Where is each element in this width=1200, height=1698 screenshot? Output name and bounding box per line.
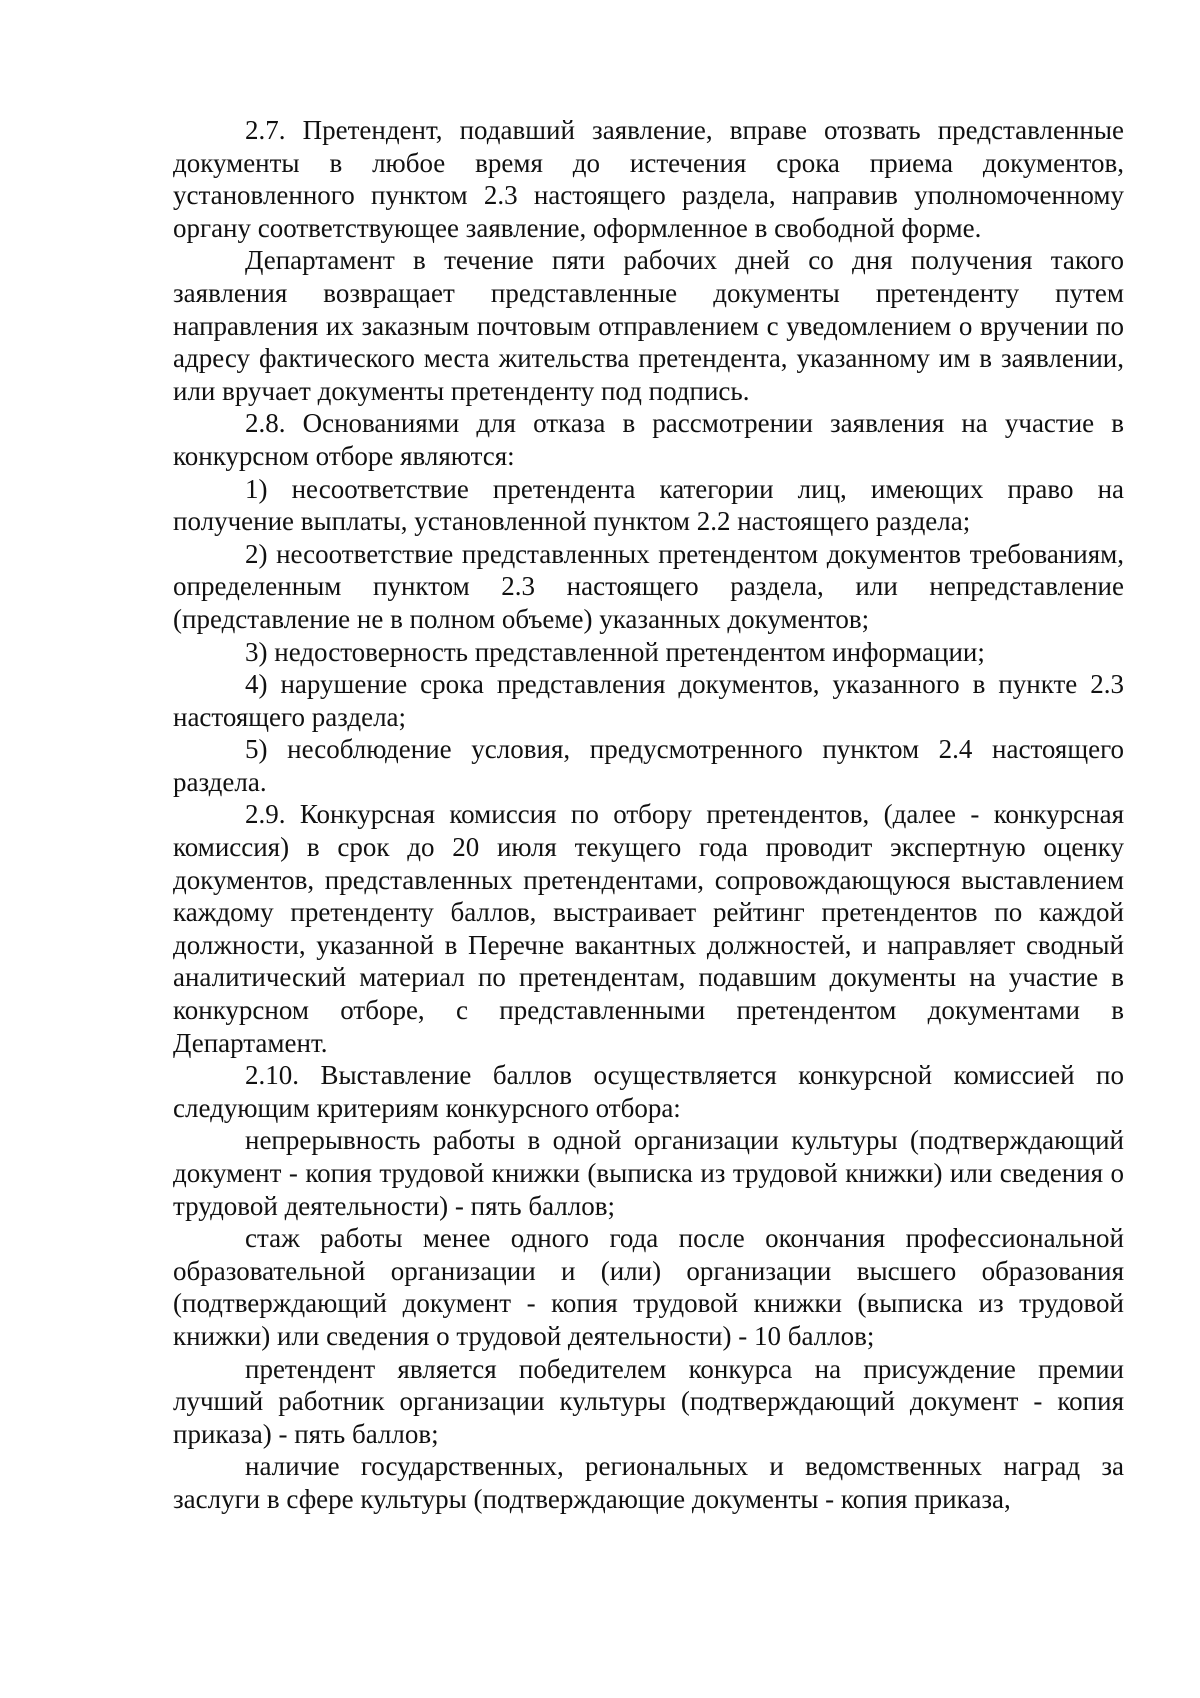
list-item-2-8-3: 3) недостоверность представленной претендентом информации;: [245, 636, 985, 667]
list-item-2-8-1: 1) несоответствие претендента категории лиц, имеющих право на получение выплаты, установленной пунктом 2.2 настоящего раздела;: [173, 473, 1124, 537]
paragraph-2-8: 2.8. Основаниями для отказа в рассмотрении заявления на участие в конкурсном отборе являются:: [173, 408, 1124, 471]
paragraph-2-7: 2.7. Претендент, подавший заявление, вправе отозвать представленные документы в любое время до истечения срока приема документов, установленного пунктом 2.3 настоящего раздела, направив уполномоченному органу соответствующее заявление, оформленное в свободной форме.: [173, 115, 1124, 243]
paragraph-2-10: 2.10. Выставление баллов осуществляется конкурсной комиссией по следующим критериям конкурсного отбора:: [173, 1060, 1124, 1123]
criterion-experience: стаж работы менее одного года после окончания профессиональной образовательной организации и (или) организации высшего образования (подтверждающий документ - копия трудовой книжки (выписка из трудовой книжки) или сведения о трудовой деятельности) - 10 баллов;: [173, 1223, 1124, 1351]
criterion-contest-winner: претендент является победителем конкурса на присуждение премии лучший работник организации культуры (подтверждающий документ - копия приказа) - пять баллов;: [173, 1353, 1124, 1449]
criterion-awards: наличие государственных, региональных и ведомственных наград за заслуги в сфере культуры (подтверждающие документы - копия приказа,: [173, 1451, 1124, 1514]
paragraph-department-return: Департамент в течение пяти рабочих дней со дня получения такого заявления возвращает представленные документы претенденту путем направления их заказным почтовым отправлением с уведомлением о вручении по адресу фактического места жительства претендента, указанному им в заявлении, или вручает документы претенденту под подпись.: [173, 245, 1124, 406]
list-item-2-8-5: 5) несоблюдение условия, предусмотренного пунктом 2.4 настоящего раздела.: [173, 734, 1124, 797]
paragraph-2-9: 2.9. Конкурсная комиссия по отбору претендентов, (далее - конкурсная комиссия) в срок до 20 июля текущего года проводит экспертную оценку документов, представленных претендентами, сопровождающуюся выставлением каждому претенденту баллов, выстраивает рейтинг претендентов по каждой должности, указанной в Перечне вакантных должностей, и направляет сводный аналитический материал по претендентам, подавшим документы на участие в конкурсном отборе, с представленными претендентом документами в Департамент.: [173, 799, 1124, 1058]
criterion-continuity: непрерывность работы в одной организации культуры (подтверждающий документ - копия трудовой книжки (выписка из трудовой книжки) или сведения о трудовой деятельности) - пять баллов;: [173, 1125, 1124, 1221]
document-body: [173, 114, 1124, 1516]
list-item-2-8-4: 4) нарушение срока представления документов, указанного в пункте 2.3 настоящего раздела;: [173, 669, 1124, 732]
list-item-2-8-2: 2) несоответствие представленных претендентом документов требованиям, определенным пунктом 2.3 настоящего раздела, или непредставление (представление не в полном объеме) указанных документов;: [173, 538, 1124, 634]
